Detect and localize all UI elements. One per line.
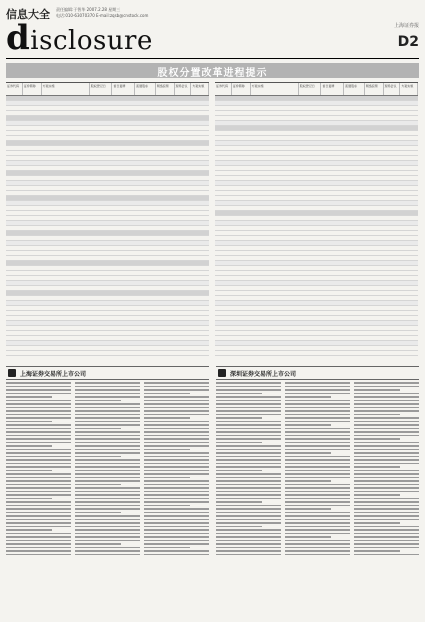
szse-article (216, 366, 419, 618)
section-en-rest: isclosure (30, 26, 153, 56)
progress-tables (6, 82, 419, 362)
issue-line-1: 责任编辑:于智华 2007.2.28 星期三 (56, 7, 121, 12)
text-column (6, 382, 71, 616)
right-table-header (215, 83, 418, 96)
left-header-cell: 方案实施 (42, 83, 90, 95)
right-progress-table (215, 82, 418, 361)
page-number: D2 (397, 34, 419, 50)
section-marker-icon (218, 369, 226, 377)
left-table-header (6, 83, 209, 96)
right-header-cell: 方案实施 (400, 83, 418, 95)
newspaper-name: 上海证券报 (393, 23, 419, 29)
right-header-cell: 网络投票 (365, 83, 384, 95)
right-header-cell: 首日复牌 (321, 83, 344, 95)
left-header-cell: 流通股东 (135, 83, 156, 95)
szse-article-text (216, 382, 419, 616)
text-column (216, 382, 281, 616)
banner (6, 63, 419, 78)
table-row (215, 351, 418, 356)
left-progress-table (6, 82, 209, 361)
left-table-body (6, 96, 209, 356)
sse-article-text (6, 382, 209, 616)
left-header-cell: 网络投票 (156, 83, 175, 95)
left-header-cell: 证券代码 (6, 83, 23, 95)
left-header-cell: 证券简称 (23, 83, 42, 95)
text-column (144, 382, 209, 616)
left-header-cell: 方案实施 (191, 83, 209, 95)
szse-article-title: 深圳证券交易所上市公司 (230, 370, 297, 378)
section-name: 信息大全 (6, 8, 50, 21)
left-header-cell: 股权登记日 (90, 83, 113, 95)
right-header-cell: 现场会议 (384, 83, 401, 95)
right-header-cell: 证券简称 (232, 83, 251, 95)
masthead-rule (6, 58, 419, 59)
sse-article-header (6, 366, 209, 380)
right-header-cell: 证券代码 (215, 83, 232, 95)
right-table-body (215, 96, 418, 356)
section-en-initial: d (6, 18, 31, 58)
right-header-cell: 方案实施 (251, 83, 299, 95)
left-header-cell: 现场会议 (175, 83, 192, 95)
section-marker-icon (8, 369, 16, 377)
banner-title: 股权分置改革进程提示 (157, 68, 268, 79)
text-column (354, 382, 419, 616)
section-en-title (6, 18, 153, 58)
right-header-cell: 股权登记日 (299, 83, 322, 95)
table-row (6, 351, 209, 356)
szse-article-header (216, 366, 419, 380)
right-header-cell: 流通股东 (344, 83, 365, 95)
left-header-cell: 首日复牌 (112, 83, 135, 95)
masthead (6, 4, 419, 60)
sse-article (6, 366, 209, 618)
issue-line-2: 电话:010-63070370 E-mail:zqsb@cnstock.com (56, 13, 149, 18)
articles (6, 366, 419, 618)
text-column (285, 382, 350, 616)
sse-article-title: 上海证券交易所上市公司 (20, 370, 87, 378)
text-column (75, 382, 140, 616)
